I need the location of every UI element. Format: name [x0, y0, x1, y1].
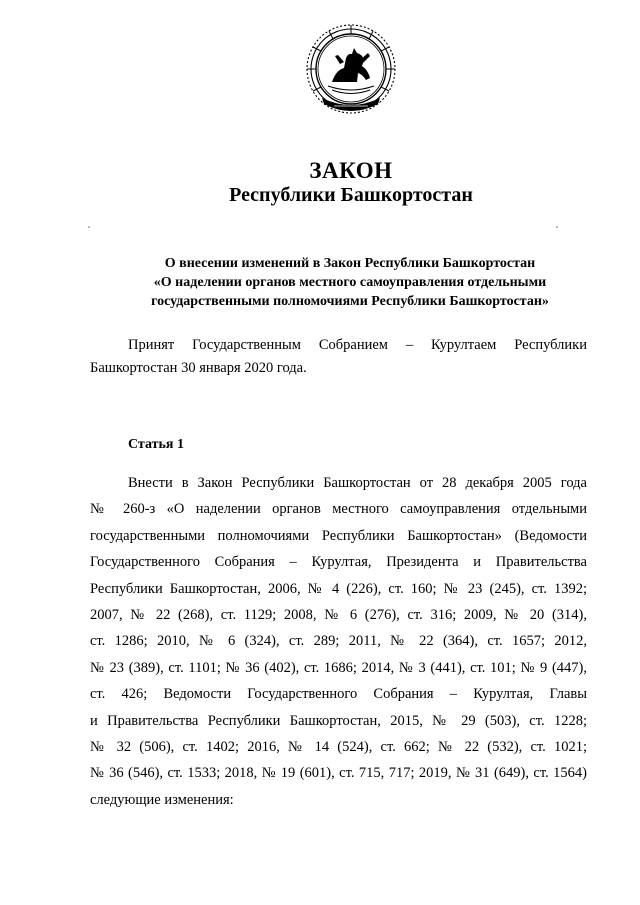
article-line: № 260-з «О наделении органов местного самоуправления отдельными	[90, 501, 587, 518]
coat-of-arms-icon	[302, 20, 400, 120]
article-line: Государственного Собрания – Курултая, Президента и Правительства	[90, 554, 587, 571]
article-body	[90, 470, 587, 813]
scan-speck	[88, 226, 90, 228]
article-title: Статья 1	[128, 437, 184, 452]
article-line: следующие изменения:	[90, 791, 234, 808]
document-title: ЗАКОН	[309, 158, 393, 183]
article-line: государственными полномочиями Республики Башкортостан» (Ведомости	[90, 527, 587, 544]
article-line: № 36 (546), ст. 1533; 2018, № 19 (601), ст. 715, 717; 2019, № 31 (649), ст. 1564)	[90, 765, 587, 782]
scan-speck	[556, 226, 558, 228]
article-line: Республики Башкортостан, 2006, № 4 (226), ст. 160; № 23 (245), ст. 1392;	[90, 580, 587, 597]
adoption-statement	[90, 334, 587, 380]
article-line: 2007, № 22 (268), ст. 1129; 2008, № 6 (276), ст. 316; 2009, № 20 (314),	[90, 606, 587, 623]
article-line: № 32 (506), ст. 1402; 2016, № 14 (524), ст. 662; № 22 (532), ст. 1021;	[90, 738, 587, 755]
law-heading-line: государственными полномочиями Республики Башкортостан»	[151, 294, 549, 309]
article-line: Внести в Закон Республики Башкортостан от 28 декабря 2005 года	[128, 475, 587, 491]
document-subtitle: Республики Башкортостан	[229, 184, 473, 206]
article-line: и Правительства Республики Башкортостан, 2015, № 29 (503), ст. 1228;	[90, 712, 587, 729]
law-heading-line: О внесении изменений в Закон Республики Башкортостан	[164, 256, 536, 271]
article-line: ст. 1286; 2010, № 6 (324), ст. 289; 2011, № 22 (364), ст. 1657; 2012,	[90, 633, 587, 650]
adoption-statement-line: Принят Государственным Собранием – Курултаем Республики	[128, 337, 587, 353]
article-line: ст. 426; Ведомости Государственного Собрания – Курултая, Главы	[90, 686, 587, 703]
article-line: № 23 (389), ст. 1101; № 36 (402), ст. 1686; 2014, № 3 (441), ст. 101; № 9 (447),	[90, 659, 587, 676]
law-heading-line: «О наделении органов местного самоуправления отдельными	[153, 275, 547, 290]
adoption-statement-line: Башкортостан 30 января 2020 года.	[90, 360, 307, 376]
law-heading	[100, 254, 600, 311]
